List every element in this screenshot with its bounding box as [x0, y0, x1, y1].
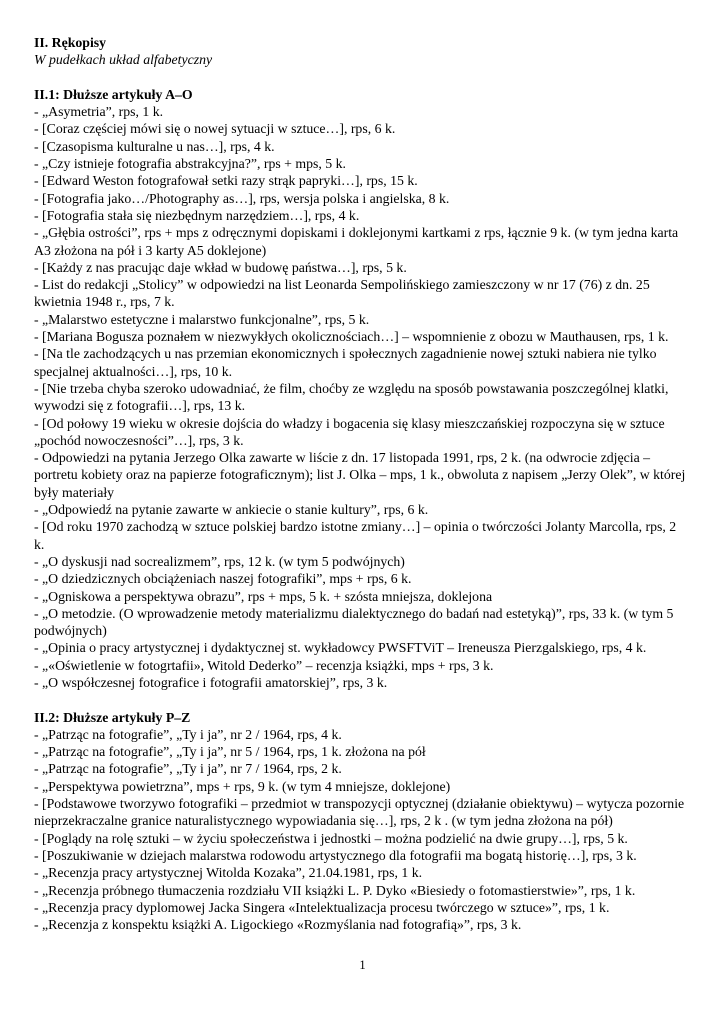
list-item: - [Każdy z nas pracując daje wkład w budowę państwa…], rps, 5 k.: [34, 259, 407, 275]
list-item: - [Czasopisma kulturalne u nas…], rps, 4 k.: [34, 138, 275, 154]
list-item: - [Coraz częściej mówi się o nowej sytuacji w sztuce…], rps, 6 k.: [34, 121, 396, 137]
list-item: - „O dziedzicznych obciążeniach naszej fotografiki”, mps + rps, 6 k.: [34, 571, 412, 587]
section-item-list: [34, 103, 686, 691]
list-item: - [Poszukiwanie w dziejach malarstwa rodowodu artystycznego dla fotografii ma bogatą historię…], rps, 3 k.: [34, 847, 637, 863]
list-item: - Odpowiedzi na pytania Jerzego Olka zawarte w liście z dn. 17 listopada 1991, rps, 2 k. (na odwrocie zdjęcia – portretu kobiety oraz na papierze fotograficznym); list J. Olka – mps, 1 k., obwoluta z napisem „Jerzy Olek”, w której były materiały: [34, 450, 686, 500]
list-item: - „Czy istnieje fotografia abstrakcyjna?”, rps + mps, 5 k.: [34, 156, 346, 172]
section-item-list: [34, 726, 686, 934]
document-subtitle: W pudełkach układ alfabetyczny: [34, 52, 213, 68]
list-item: - „Głębia ostrości”, rps + mps z odręcznymi dopiskami i doklejonymi kartkami z rps, łącznie 9 k. (w tym jedna karta A3 złożona na pół i 3 karty A5 doklejone): [34, 225, 679, 258]
page-number: 1: [359, 958, 366, 972]
list-item: - [Fotografia stała się niezbędnym narzędziem…], rps, 4 k.: [34, 207, 360, 223]
section-a-o: [34, 86, 686, 691]
list-item: - „Patrząc na fotografie”, „Ty i ja”, nr 2 / 1964, rps, 4 k.: [34, 726, 342, 742]
section-heading: II.1: Dłuższe artykuły A–O: [34, 86, 193, 102]
list-item: - „Recenzja próbnego tłumaczenia rozdziału VII książki L. P. Dyko «Biesiedy o fotomastierstwie»”, rps, 1 k.: [34, 882, 636, 898]
list-item: - „Recenzja z konspektu książki A. Ligockiego «Rozmyślania nad fotografią»”, rps, 3 k.: [34, 917, 522, 933]
list-item: - List do redakcji „Stolicy” w odpowiedzi na list Leonarda Sempolińskiego zamieszczony w nr 17 (76) z dn. 25 kwietnia 1948 r., rps, 7 k.: [34, 277, 650, 310]
list-item: - „O dyskusji nad socrealizmem”, rps, 12 k. (w tym 5 podwójnych): [34, 553, 405, 569]
list-item: - [Mariana Bogusza poznałem w niezwykłych okolicznościach…] – wspomnienie z obozu w Mauthausen, rps, 1 k.: [34, 329, 669, 345]
section-spacer: [34, 69, 686, 86]
section-p-z: [34, 709, 686, 934]
list-item: - „Recenzja pracy dyplomowej Jacka Singera «Intelektualizacja procesu twórczego w sztuce»”, rps, 1 k.: [34, 899, 610, 915]
list-item: - „Patrząc na fotografie”, „Ty i ja”, nr 5 / 1964, rps, 1 k. złożona na pół: [34, 744, 426, 760]
list-item: - „«Oświetlenie w fotogrtafii», Witold Dederko” – recenzja książki, mps + rps, 3 k.: [34, 657, 494, 673]
list-item: - „Asymetria”, rps, 1 k.: [34, 104, 164, 120]
list-item: - „Recenzja pracy artystycznej Witolda Kozaka”, 21.04.1981, rps, 1 k.: [34, 865, 423, 881]
list-item: - „Patrząc na fotografie”, „Ty i ja”, nr 7 / 1964, rps, 2 k.: [34, 761, 342, 777]
list-item: - [Nie trzeba chyba szeroko udowadniać, że film, choćby ze względu na sposób powstawania poszczególnej klatki, wywodzi się z fotografii…], rps, 13 k.: [34, 380, 669, 414]
list-item: - „Opinia o pracy artystycznej i dydaktycznej st. wykładowcy PWSFTViT – Ireneusza Pierzgalskiego, rps, 4 k.: [34, 640, 647, 656]
document-page: [34, 34, 686, 933]
document-title: II. Rękopisy: [34, 35, 107, 50]
section-heading: II.2: Dłuższe artykuły P–Z: [34, 709, 191, 725]
list-item: - „Odpowiedź na pytanie zawarte w ankiecie o stanie kultury”, rps, 6 k.: [34, 502, 429, 518]
list-item: - [Na tle zachodzących u nas przemian ekonomicznych i społecznych zagadnienie nowej sztuki nabiera nie tylko specjalnej aktualności…], rps, 10 k.: [34, 346, 657, 379]
list-item: - [Edward Weston fotografował setki razy strąk papryki…], rps, 15 k.: [34, 173, 418, 189]
list-item: - [Podstawowe tworzywo fotografiki – przedmiot w transpozycji optycznej (działanie obiektywu) – wytycza pozornie nieprzekraczalne granice naturalistycznego wypowiadania się…], rps, 2 k . (w tym jedna złożona na pół): [34, 796, 685, 829]
list-item: - „Malarstwo estetyczne i malarstwo funkcjonalne”, rps, 5 k.: [34, 311, 370, 327]
list-item: - [Poglądy na rolę sztuki – w życiu społeczeństwa i jednostki – można podzielić na dwie grupy…], rps, 5 k.: [34, 830, 628, 846]
list-item: - [Od roku 1970 zachodzą w sztuce polskiej bardzo istotne zmiany…] – opinia o twórczości Jolanty Marcolla, rps, 2 k.: [34, 519, 677, 552]
section-spacer: [34, 691, 686, 708]
list-item: - „O metodzie. (O wprowadzenie metody materializmu dialektycznego do badań nad estetyką)”, rps, 33 k. (w tym 5 podwójnych): [34, 605, 674, 639]
list-item: - [Od połowy 19 wieku w okresie dojścia do władzy i bogacenia się klasy mieszczańskiej rozpoczyna się w sztuce „pochód nowoczesności”…], rps, 3 k.: [34, 415, 665, 448]
list-item: - „O współczesnej fotografice i fotografii amatorskiej”, rps, 3 k.: [34, 674, 388, 690]
list-item: - „Perspektywa powietrzna”, mps + rps, 9 k. (w tym 4 mniejsze, doklejone): [34, 778, 451, 794]
list-item: - „Ogniskowa a perspektywa obrazu”, rps + mps, 5 k. + szósta mniejsza, doklejona: [34, 588, 493, 604]
list-item: - [Fotografia jako…/Photography as…], rps, wersja polska i angielska, 8 k.: [34, 190, 450, 206]
